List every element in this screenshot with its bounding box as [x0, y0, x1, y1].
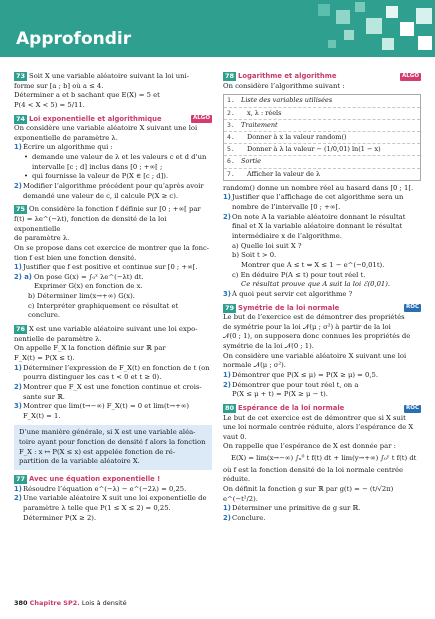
text-line: intervalle [c ; d] inclus dans [0 ; +∞[ ;: [32, 162, 163, 171]
text-line: Déterminer l’expression de F_X(t) en fonction de t (on: [23, 363, 210, 372]
question-number: 2): [223, 212, 231, 221]
text-line: Démontrer que P(X ≤ μ) = P(X ≥ μ) = 0,5.: [232, 370, 379, 379]
text-line: normale 𝒩(μ ; σ²).: [223, 361, 286, 370]
text-line: Écrire un algorithme qui :: [23, 143, 113, 152]
text-line: c) Interpréter graphiquement ce résultat et conclure.: [28, 301, 179, 320]
text-line: X est une variable aléatoire suivant une loi expo-: [29, 325, 198, 334]
roc-badge: ROC: [406, 304, 419, 311]
exercise-number: 78: [225, 72, 235, 80]
exercise-79: [223, 304, 421, 400]
text-line: On appelle F_X la fonction définie sur ℝ par: [14, 344, 166, 353]
text-line: Une variable aléatoire X suit une loi exponentielle de: [23, 494, 207, 503]
exercise-number: 80: [225, 403, 235, 412]
text-line: Conclure.: [232, 513, 266, 522]
text-line: f(t) = λe^(−λt), fonction de densité de la loi exponentielle: [14, 214, 167, 233]
text-line: une loi normale centrée réduite, alors l’espérance de X: [223, 423, 414, 432]
text-line: D’une manière générale, si X est une variable aléa-: [19, 428, 196, 437]
text-line: b) Soit t > 0.: [232, 251, 277, 260]
text-line: partition de la variable aléatoire X.: [19, 457, 140, 466]
page-footer: [14, 599, 127, 607]
text-line: Exprimer G(x) en fonction de x.: [34, 282, 143, 291]
exercise-number: 76: [16, 325, 26, 334]
exercise-title: Loi exponentielle et algorithmique: [29, 114, 162, 123]
chapter-banner: [0, 0, 435, 57]
algorithm-line: 2. x, λ : réels: [224, 108, 420, 120]
chapter-label: Chapitre SP2.: [29, 599, 80, 607]
exercise-77: [14, 475, 212, 523]
question-number: 1): [14, 484, 22, 493]
right-column: [223, 72, 421, 528]
text-line: On note A la variable aléatoire donnant le résultat: [232, 212, 406, 221]
text-line: 𝒩(0 ; 1), on supposera donc connues les propriétés de: [223, 332, 411, 341]
bullet-item: • demande une valeur de λ et les valeurs c et d d’un: [14, 153, 212, 163]
exercise-number: 75: [16, 205, 26, 214]
text-line: On considère la fonction f définie sur [0 ; +∞[ par: [29, 205, 201, 214]
text-line: Montrer que A ≤ t ⇔ X ≤ 1 − e^(−0,01t).: [241, 260, 385, 269]
text-line: Déterminer a et b sachant que E(X) = 5 et: [14, 91, 160, 100]
algorithm-line: 6. Sortie: [224, 156, 420, 168]
question-number: 2): [223, 380, 231, 389]
left-column: [14, 72, 212, 527]
text-line: final et X la variable aléatoire donnant le résultat: [232, 222, 403, 231]
text-line: Soit X une variable aléatoire suivant la loi uni-: [29, 72, 190, 80]
text-line: Le but de cet exercice est de démontrer que si X suit: [223, 413, 406, 422]
text-line: Démontrer que pour tout réel t, on a: [232, 380, 359, 389]
text-line: Justifier que f est positive et continue sur [0 ; +∞[.: [23, 263, 198, 272]
text-line: P(4 < X < 5) = 5/11.: [14, 100, 85, 109]
question-number: 1): [14, 263, 22, 272]
text-line: Justifier que l’affichage de cet algorithme sera un: [232, 193, 404, 202]
definition-note: [14, 425, 212, 470]
algo-badge: ALGO: [402, 72, 419, 79]
text-line: On considère une variable aléatoire X suivant une loi: [223, 351, 407, 360]
text-line: Déterminer une primitive de g sur ℝ.: [232, 504, 361, 513]
text-line: forme sur [a ; b] où a ≤ 4.: [14, 81, 104, 90]
algorithm-line: 7. Afficher la valeur de λ: [227, 169, 321, 178]
exercise-number: 73: [16, 72, 26, 80]
decorative-mosaic: [300, 0, 435, 57]
text-line: F_X : x ↦ P(X ≤ x) est appelée fonction de ré-: [19, 447, 176, 456]
text-line: demandé une valeur de c, il calcule P(X ≥ c).: [23, 191, 179, 200]
question-number: 1): [14, 363, 22, 372]
text-line: symétrie de la loi 𝒩(0 ; 1).: [223, 342, 314, 351]
exercise-73: [14, 72, 212, 111]
question-number: 1): [14, 143, 22, 152]
text-line: Résoudre l’équation e^(−λ) − e^(−2λ) = 0,25.: [23, 484, 187, 493]
text-line: nentielle de paramètre λ.: [14, 334, 102, 343]
text-line: nombre de l’intervalle [0 ; +∞[.: [232, 203, 341, 212]
text-line: Ce résultat prouve que A suit la loi ℰ(0,01).: [241, 280, 391, 289]
exercise-title: Espérance de la loi normale: [238, 403, 345, 412]
question-number: 2): [223, 513, 231, 522]
text-line: random() donne un nombre réel au hasard dans [0 ; 1[.: [223, 183, 414, 192]
algo-badge: ALGO: [193, 115, 210, 122]
text-line: a) Quelle loi suit X ?: [232, 241, 302, 250]
algorithm-line: 1. Liste des variables utilisées: [224, 95, 420, 107]
chapter-title: Lois à densité: [81, 599, 127, 607]
exercise-title: Logarithme et algorithme: [238, 72, 337, 80]
text-line: tion f est bien une fonction densité.: [14, 253, 137, 262]
text-line: vaut 0.: [223, 432, 247, 441]
text-line: On rappelle que l’espérance de X est donnée par :: [223, 442, 396, 451]
text-line: paramètre λ telle que P(1 ≤ X ≤ 2) = 0,25.: [23, 503, 171, 512]
page-number: 380: [14, 599, 28, 607]
text-line: Le but de l’exercice est de démontrer des propriétés: [223, 313, 405, 322]
text-line: réduite.: [223, 475, 251, 484]
text-line: intermédiaire x de l’algorithme.: [232, 232, 342, 241]
text-line: On considère l’algorithme suivant :: [223, 81, 345, 90]
text-line: c) En déduire P(A ≤ t) pour tout réel t.: [232, 270, 366, 279]
exercise-number: 74: [16, 114, 26, 123]
text-line: On définit la fonction g sur ℝ par g(t) = − (t/√2π) e^(−t²/2).: [223, 485, 394, 503]
text-line: F_X(t) = P(X ≤ t).: [14, 353, 75, 362]
question-number: 1): [223, 370, 231, 379]
exercise-number: 77: [16, 474, 26, 483]
question-number: 2) a): [14, 272, 32, 281]
text-line: P(X ≤ μ + t) = P(X ≥ μ − t).: [232, 390, 328, 399]
question-number: 1): [223, 193, 231, 202]
text-line: On considère une variable aléatoire X suivant une loi: [14, 124, 198, 133]
text-line: Modifier l’algorithme précédent pour qu’après avoir: [23, 182, 204, 191]
exercise-76: [14, 325, 212, 421]
text-line: Montrer que F_X est une fonction continue et crois-: [23, 382, 202, 391]
exercise-title: Avec une équation exponentielle !: [29, 474, 161, 483]
exercise-74: [14, 115, 212, 202]
exercise-number: 79: [225, 303, 235, 312]
text-line: de symétrie pour la loi 𝒩(μ ; σ²) à partir de la loi: [223, 322, 391, 331]
text-line: Montrer que lim(t→−∞) F_X(t) = 0 et lim(t→+∞) F_X(t) = 1.: [23, 402, 190, 420]
text-line: On pose G(x) = ∫₀ˣ λe^(−λt) dt.: [34, 272, 144, 281]
question-number: 2): [14, 382, 22, 391]
text-line: exponentielle de paramètre λ.: [14, 133, 118, 142]
algorithm-line: 3. Traitement: [224, 120, 420, 132]
text-line: toire ayant pour fonction de densité f alors la fonction: [19, 438, 206, 447]
bullet-item: • qui fournisse la valeur de P(X ∈ [c ; d]).: [14, 172, 212, 182]
question-number: 1): [223, 504, 231, 513]
question-number: 2): [14, 182, 22, 191]
page-title: Approfondir: [16, 29, 132, 49]
text-line: sante sur ℝ.: [23, 392, 65, 401]
exercise-title: Symétrie de la loi normale: [238, 303, 340, 312]
algorithm-line: 5. Donner à λ la valeur − (1/0,01) ln(1 − x): [224, 144, 420, 156]
exercise-75: [14, 205, 212, 321]
formula: E(X) = lim(x→−∞) ∫ₓ⁰ t f(t) dt + lim(y→+∞) ∫₀ʸ t f(t) dt: [231, 454, 417, 463]
text-line: b) Déterminer lim(x→+∞) G(x).: [28, 292, 135, 301]
exercise-80: [223, 404, 421, 524]
text-line: Déterminer P(X ≥ 2).: [23, 513, 97, 522]
question-number: 2): [14, 494, 22, 503]
roc-badge: ROC: [406, 404, 419, 411]
text-line: pourra distinguer les cas t < 0 et t ≥ 0).: [23, 373, 162, 382]
question-number: 3): [14, 402, 22, 411]
exercise-78: [223, 72, 421, 300]
text-line: où f est la fonction densité de la loi normale centrée: [223, 465, 404, 474]
algorithm-box: [223, 94, 421, 181]
algorithm-line: 4. Donner à x la valeur random(): [224, 132, 420, 144]
question-number: 3): [223, 289, 231, 298]
text-line: On se propose dans cet exercice de montrer que la fonc-: [14, 243, 210, 252]
text-line: de paramètre λ.: [14, 234, 70, 243]
text-line: À quoi peut servir cet algorithme ?: [232, 289, 353, 298]
